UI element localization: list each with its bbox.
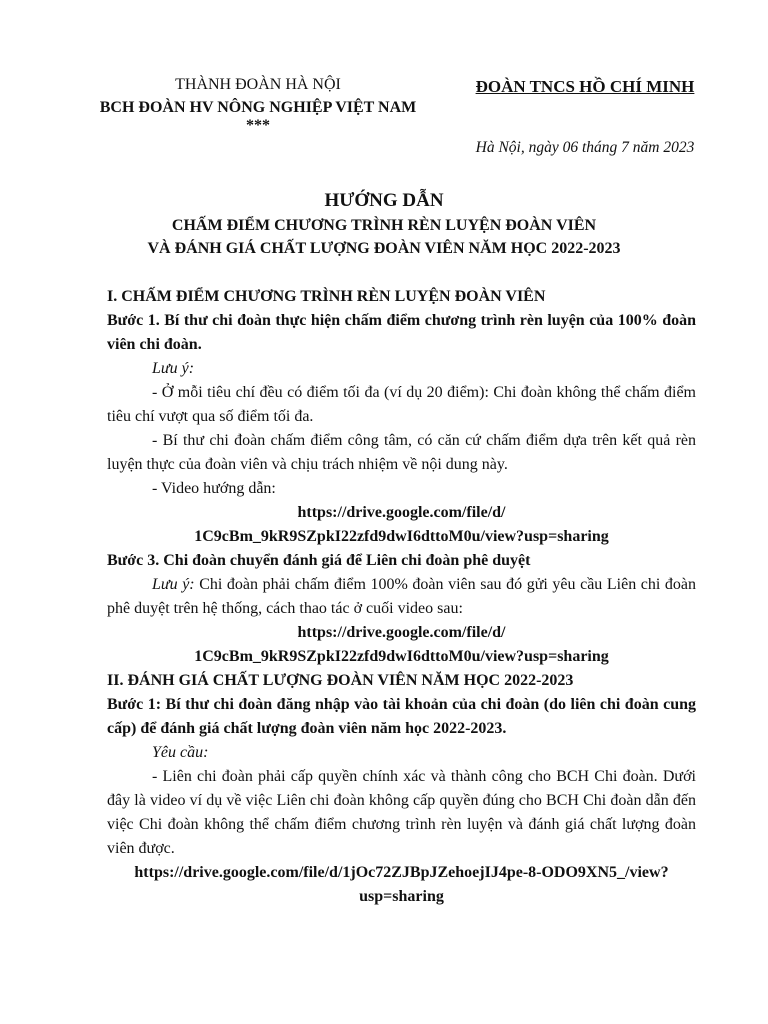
document-title: HƯỚNG DẪN bbox=[324, 190, 444, 211]
issuer-line-1: THÀNH ĐOÀN HÀ NỘI bbox=[175, 76, 341, 93]
document-subtitle-2: VÀ ĐÁNH GIÁ CHẤT LƯỢNG ĐOÀN VIÊN NĂM HỌC 2022-2023 bbox=[147, 240, 621, 257]
video-link-2-part-2[interactable]: 1C9cBm_9kR9SZpkI22zfd9dwI6dttoM0u/view?usp=sharing bbox=[194, 648, 609, 665]
section-1-note-label: Lưu ý: bbox=[152, 360, 195, 377]
video-link-3-part-1[interactable]: https://drive.google.com/file/d/1jOc72ZJBpJZehoejIJ4pe-8-ODO9XN5_/view? bbox=[134, 864, 669, 881]
section-1-note-2: - Bí thư chi đoàn chấm điểm công tâm, có căn cứ chấm điểm dựa trên kết quả rèn luyện thực của đoàn viên và chịu trách nhiệm về nội dung này. bbox=[107, 432, 696, 473]
section-1-note-3: - Video hướng dẫn: bbox=[152, 480, 276, 497]
document-date: Hà Nội, ngày 06 tháng 7 năm 2023 bbox=[475, 139, 695, 156]
document-subtitle-1: CHẤM ĐIỂM CHƯƠNG TRÌNH RÈN LUYỆN ĐOÀN VIÊN bbox=[171, 217, 597, 234]
issuer-block bbox=[78, 73, 438, 133]
video-link-3-part-2[interactable]: usp=sharing bbox=[359, 888, 444, 905]
section-1-step-3: Bước 3. Chi đoàn chuyển đánh giá để Liên chi đoàn phê duyệt bbox=[107, 552, 531, 569]
section-1-note-4-label: Lưu ý: bbox=[152, 576, 195, 593]
section-1-heading: I. CHẤM ĐIỂM CHƯƠNG TRÌNH RÈN LUYỆN ĐOÀN VIÊN bbox=[107, 288, 546, 305]
organization-block bbox=[440, 75, 730, 98]
section-1-step-1: Bước 1. Bí thư chi đoàn thực hiện chấm điểm chương trình rèn luyện của 100% đoàn viên chi đoàn. bbox=[107, 312, 696, 353]
organization-name: ĐOÀN TNCS HỒ CHÍ MINH bbox=[475, 77, 695, 96]
section-2-heading: II. ĐÁNH GIÁ CHẤT LƯỢNG ĐOÀN VIÊN NĂM HỌC 2022-2023 bbox=[107, 672, 574, 689]
video-link-2-part-1[interactable]: https://drive.google.com/file/d/ bbox=[297, 624, 506, 641]
section-2-requirement-label: Yêu cầu: bbox=[152, 744, 209, 761]
video-link-1-part-2[interactable]: 1C9cBm_9kR9SZpkI22zfd9dwI6dttoM0u/view?usp=sharing bbox=[194, 528, 609, 545]
section-2-requirement-1: - Liên chi đoàn phải cấp quyền chính xác và thành công cho BCH Chi đoàn. Dưới đây là video ví dụ về việc Liên chi đoàn không cấp quyền đúng cho BCH Chi đoàn dẫn đến việc Chi đoàn không thể chấm điểm chương trình rèn luyện và đánh giá chất lượng đoàn viên được. bbox=[107, 768, 696, 857]
document-title-block bbox=[80, 188, 688, 260]
section-1-note-4-text: Chi đoàn phải chấm điểm 100% đoàn viên sau đó gửi yêu cầu Liên chi đoàn phê duyệt trên hệ thống, cách thao tác ở cuối video sau: bbox=[107, 576, 696, 617]
video-link-1-part-1[interactable]: https://drive.google.com/file/d/ bbox=[297, 504, 506, 521]
section-1-note-4 bbox=[107, 573, 696, 621]
issuer-separator: *** bbox=[246, 117, 270, 134]
section-2-step-1: Bước 1: Bí thư chi đoàn đăng nhập vào tài khoản của chi đoàn (do liên chi đoàn cung cấp) để đánh giá chất lượng đoàn viên năm học 2022-2023. bbox=[107, 696, 696, 737]
section-1-note-1: - Ở mỗi tiêu chí đều có điểm tối đa (ví dụ 20 điểm): Chi đoàn không thể chấm điểm tiêu chí vượt qua số điểm tối đa. bbox=[107, 384, 696, 425]
document-body bbox=[107, 285, 696, 909]
issuer-line-2: BCH ĐOÀN HV NÔNG NGHIỆP VIỆT NAM bbox=[99, 99, 417, 116]
